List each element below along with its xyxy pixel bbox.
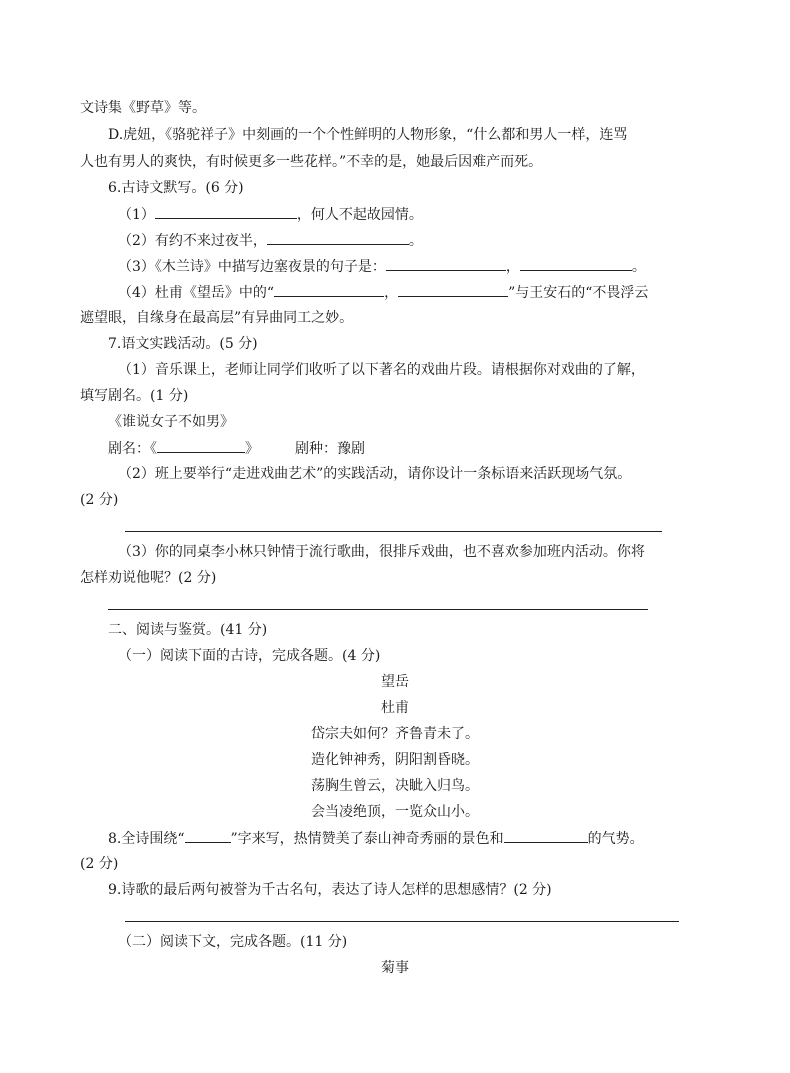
q6-item4-blank-b[interactable]: [398, 282, 508, 297]
poem-line: 造化钟神秀，阴阳割昏晓。: [311, 752, 479, 768]
q6-item4-mid: ，: [384, 285, 399, 301]
q6-item1-num: （1）: [118, 207, 155, 223]
q6-item3-blank-a[interactable]: [386, 256, 506, 271]
q6-item3-tail: 。: [631, 259, 646, 275]
q9-answer-line[interactable]: [125, 921, 679, 922]
q7-p3-line2: 怎样劝说他呢？(2 分): [80, 570, 217, 586]
q6-title: 6.古诗文默写。(6 分): [108, 180, 244, 196]
q6-item1: [118, 204, 423, 224]
q6-item1-tail: ，何人不起故园情。: [296, 207, 423, 223]
q7-jm-tail: 》: [245, 441, 259, 457]
q6-item3: [118, 256, 646, 276]
q6-item4-blank-a[interactable]: [274, 282, 384, 297]
q6-item3-mid: ，: [505, 259, 520, 275]
q7-p1-line1: （1）音乐课上，老师让同学们收听了以下著名的戏曲片段。请根据你对戏曲的了解，: [118, 362, 645, 378]
poem-line: 岱宗夫如何？齐鲁青未了。: [311, 726, 479, 742]
q7-p2-line1: （2）班上要举行“走进戏曲艺术”的实践活动，请你设计一条标语来活跃现场气氛。: [118, 466, 632, 482]
sub2-title: （二）阅读下文，完成各题。(11 分): [118, 934, 348, 950]
q5-c-tail: 文诗集《野草》等。: [80, 100, 206, 116]
q6-item3-blank-b[interactable]: [520, 256, 632, 271]
article-title: 菊事: [381, 960, 409, 976]
q8-head: 8.全诗围绕“: [108, 831, 185, 847]
q8-line1: [108, 828, 644, 848]
section2-sub1: （一）阅读下面的古诗，完成各题。(4 分): [118, 648, 381, 664]
q7-p2-line2: (2 分): [80, 492, 119, 508]
q7-jm-head: 剧名：《: [108, 441, 157, 457]
poem-line: 荡胸生曾云，决眦入归鸟。: [311, 778, 479, 794]
q8-blank-a[interactable]: [185, 828, 231, 843]
q7-p3-line1: （3）你的同桌李小林只钟情于流行歌曲，很排斥戏曲，也不喜欢参加班内活动。你将: [118, 544, 645, 560]
q7-jm-row: [108, 438, 365, 458]
q5-d-line1: D.虎妞，《骆驼祥子》中刻画的一个个性鲜明的人物形象，“什么都和男人一样，连骂: [108, 127, 628, 143]
q5-d-line2: 人也有男人的爽快，有时候更多一些花样。”不幸的是，她最后因难产而死。: [80, 154, 543, 170]
q8-line2: (2 分): [80, 856, 119, 872]
q8-tail: 的气势。: [587, 831, 644, 847]
q6-item2-head: （2）有约不来过夜半，: [118, 233, 267, 249]
q6-item2-tail: 。: [408, 233, 423, 249]
poem-title: 望岳: [381, 674, 409, 690]
q7-p3-answer-line[interactable]: [108, 609, 648, 610]
q6-item4-tail: ”与王安石的“不畏浮云: [508, 285, 649, 301]
q6-item4-head: （4）杜甫《望岳》中的“: [118, 285, 275, 301]
q8-blank-b[interactable]: [504, 828, 588, 843]
q6-item2-blank[interactable]: [267, 230, 409, 245]
q7-title: 7.语文实践活动。(5 分): [108, 336, 258, 352]
q7-p1-line2: 填写剧名。(1 分): [80, 388, 189, 404]
q7-jz: 剧种：豫剧: [295, 441, 365, 457]
q9-text: 9.诗歌的最后两句被誉为千古名句，表达了诗人怎样的思想感情？(2 分): [108, 882, 552, 898]
section2-title: 二、阅读与鉴赏。(41 分): [108, 622, 268, 638]
q6-item3-head: （3）《木兰诗》中描写边塞夜景的句子是：: [118, 259, 386, 275]
q7-jm-blank[interactable]: [157, 438, 245, 453]
q8-mid: ”字来写，热情赞美了泰山神奇秀丽的景色和: [230, 831, 504, 847]
q6-item2: [118, 230, 423, 250]
poem-author: 杜甫: [381, 700, 409, 716]
q7-excerpt: 《谁说女子不如男》: [108, 414, 234, 430]
q7-p2-answer-line[interactable]: [125, 531, 662, 532]
q6-item4: [118, 282, 648, 302]
q6-item1-blank[interactable]: [155, 204, 297, 219]
q6-item4-line2: 遮望眼，自缘身在最高层”有异曲同工之妙。: [80, 310, 354, 326]
poem-line: 会当凌绝顶，一览众山小。: [311, 804, 479, 820]
